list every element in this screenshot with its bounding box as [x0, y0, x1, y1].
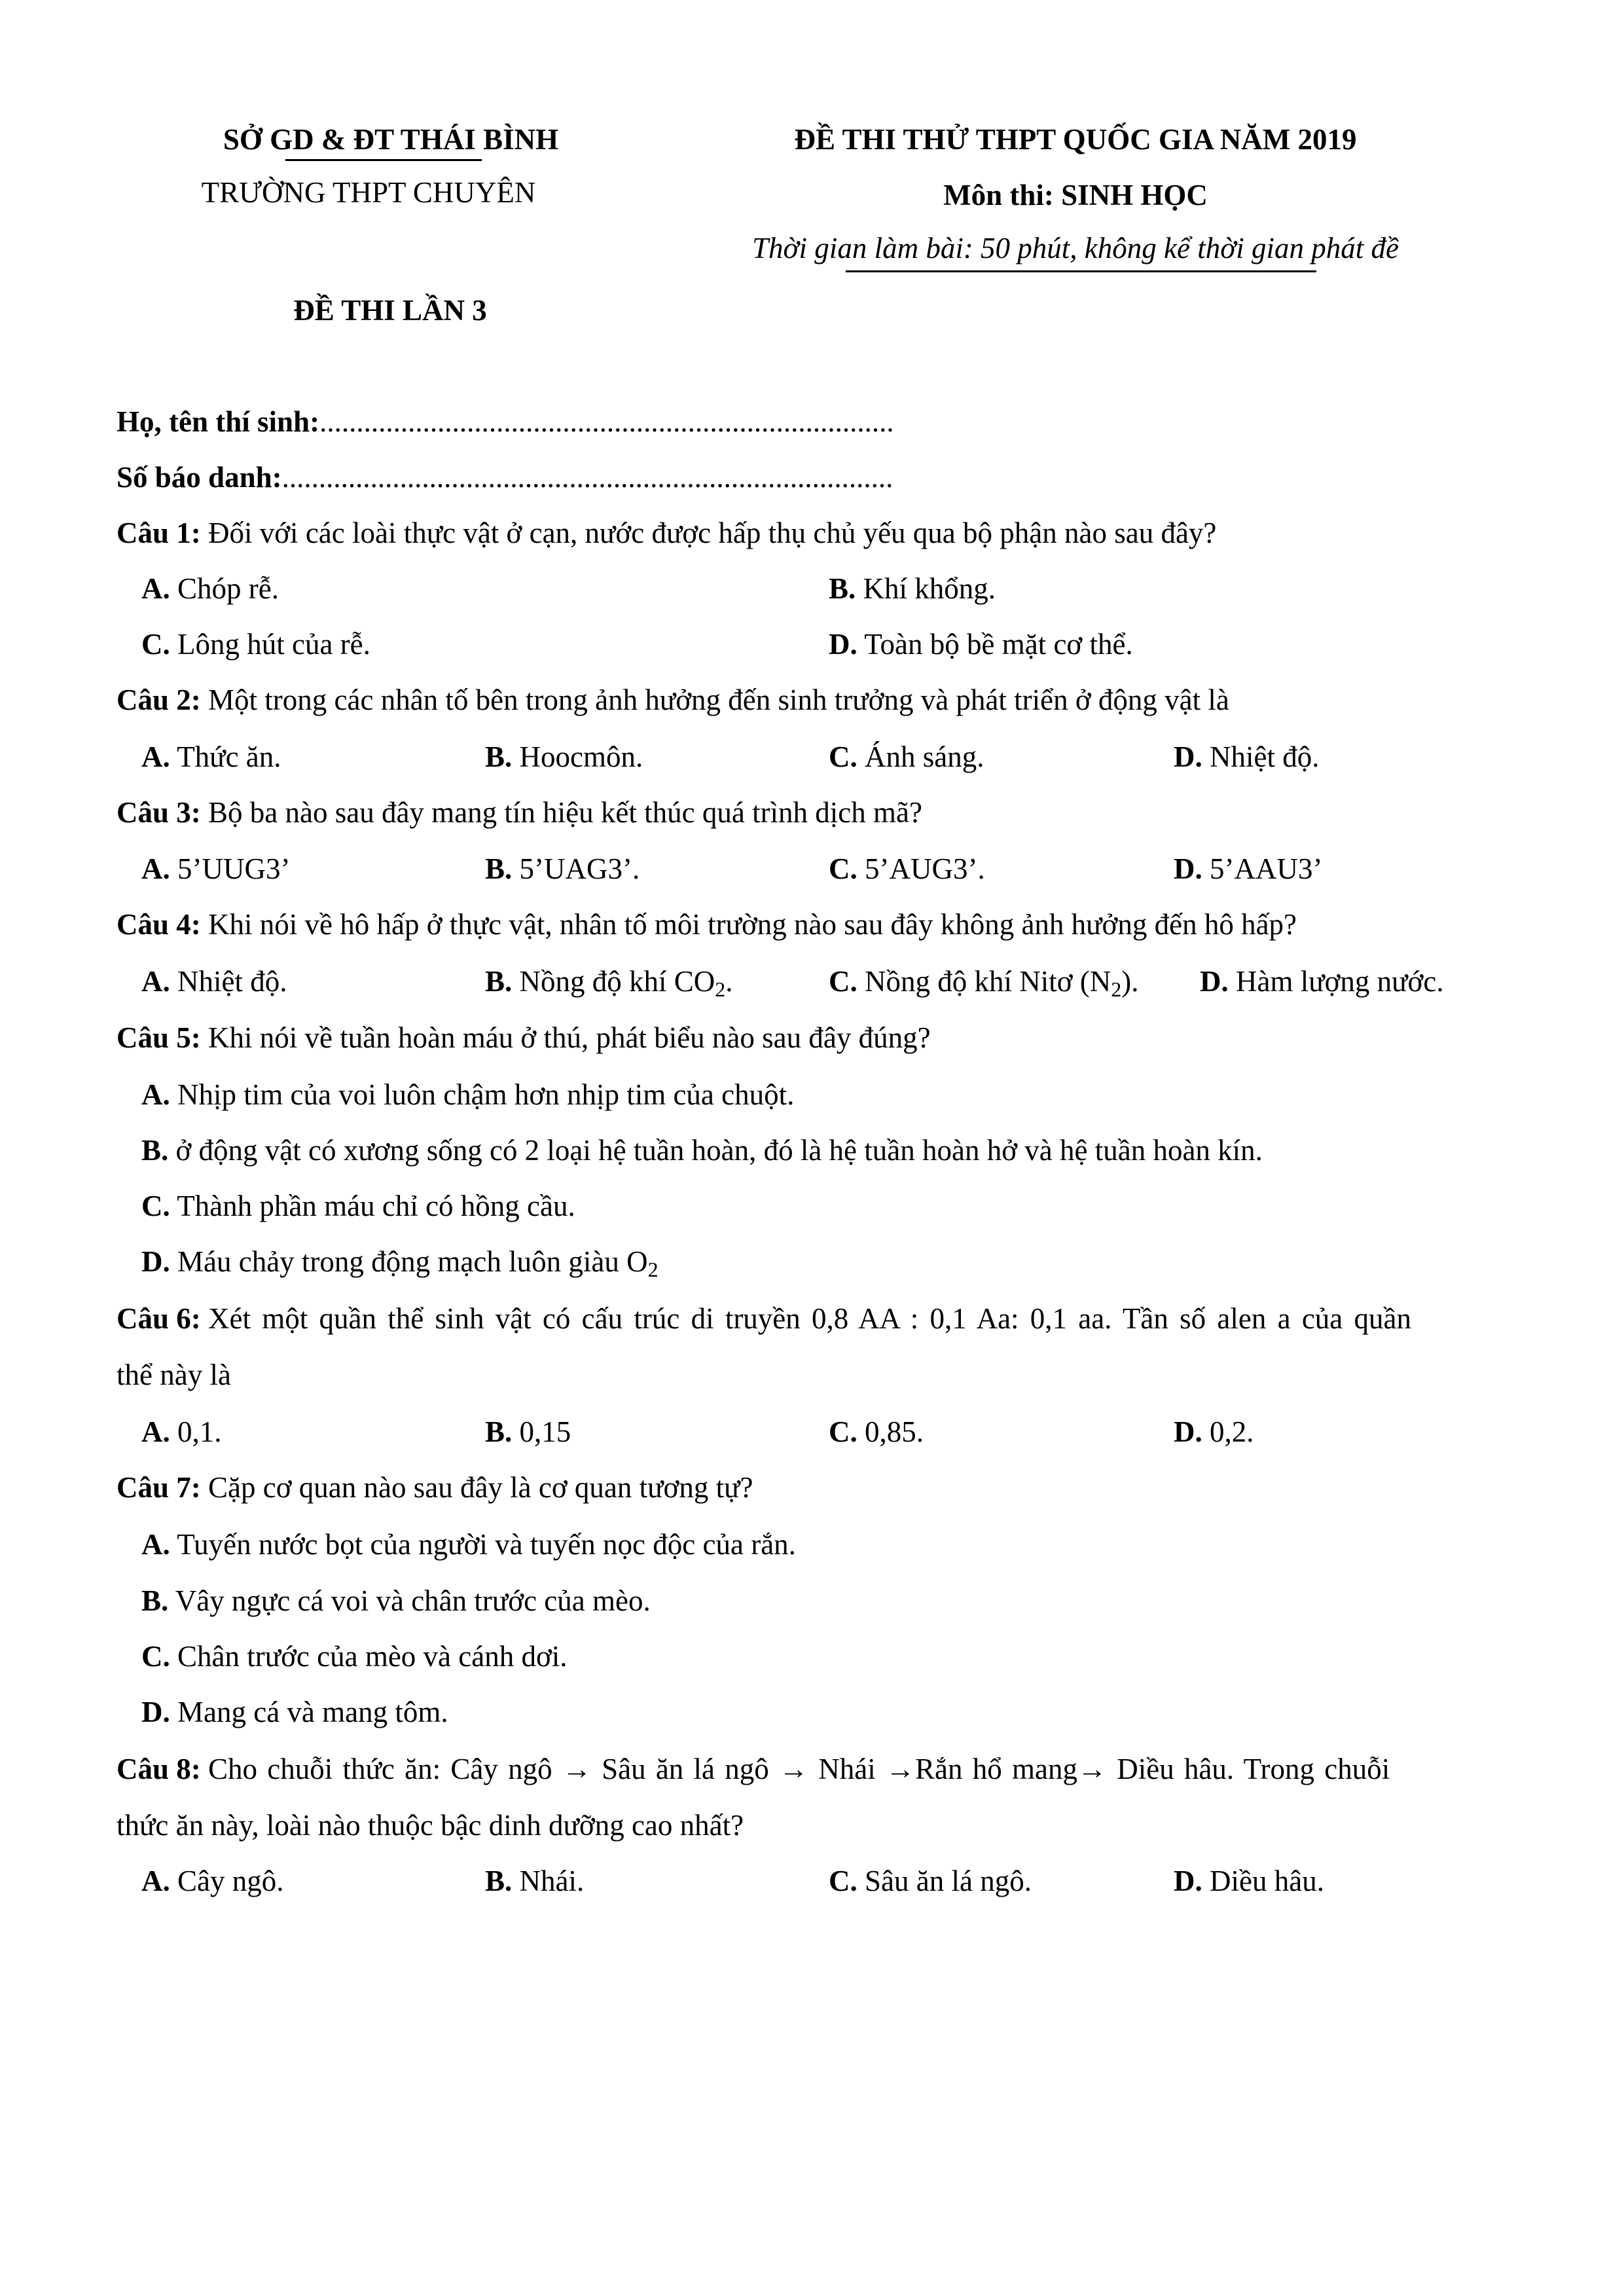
option-b: B. Vây ngực cá voi và chân trước của mèo.	[141, 1584, 651, 1617]
candidate-id-row	[117, 463, 893, 492]
header-underline-right	[846, 270, 1316, 272]
question-4	[117, 910, 1297, 939]
header-underline-left	[285, 159, 482, 161]
question-8-continued: thức ăn này, loài nào thuộc bậc dinh dưỡng cao nhất?	[117, 1809, 744, 1842]
question-text: Khi nói về tuần hoàn máu ở thú, phát biểu nào sau đây đúng?	[208, 1021, 931, 1054]
candidate-id-label: Số báo danh:	[117, 461, 282, 494]
option-a: A. Nhịp tim của voi luôn chậm hơn nhịp tim của chuột.	[141, 1078, 795, 1111]
option-d: D. 5’AAU3’	[1174, 852, 1323, 885]
exam-title: ĐỀ THI THỬ THPT QUỐC GIA NĂM 2019	[794, 123, 1357, 156]
question-3	[117, 798, 922, 828]
school-department: SỞ GD & ĐT THÁI BÌNH	[223, 123, 559, 156]
option-a: A. Chóp rễ.	[141, 572, 279, 605]
option-c: C. Nồng độ khí Nitơ $(N_2)$.	[829, 965, 1139, 1001]
question-text: Một trong các nhân tố bên trong ảnh hưởng đến sinh trưởng và phát triển ở động vật là	[208, 683, 1229, 716]
question-2	[117, 685, 1229, 715]
school-name: TRƯỜNG THPT CHUYÊN	[201, 176, 536, 209]
question-5	[117, 1023, 931, 1053]
option-a: A. Cây ngô.	[141, 1865, 284, 1897]
question-1	[117, 519, 1216, 548]
option-a: A. Tuyến nước bọt của người và tuyến nọc độc của rắn.	[141, 1528, 796, 1561]
option-a: A. Thức ăn.	[141, 740, 281, 773]
option-b: B. 0,15	[485, 1415, 571, 1448]
question-text: Xét một quần thể sinh vật có cấu trúc di truyền 0,8 AA : 0,1 Aa: 0,1 aa. Tần số alen a của quần	[208, 1302, 1411, 1335]
exam-round: ĐỀ THI LẦN 3	[293, 294, 487, 327]
question-label: Câu 4:	[117, 908, 201, 941]
question-text: Cặp cơ quan nào sau đây là cơ quan tương tự?	[208, 1471, 753, 1504]
option-b: B. ở động vật có xương sống có 2 loại hệ tuần hoàn, đó là hệ tuần hoàn hở và hệ tuần hoàn kín.	[141, 1134, 1263, 1167]
candidate-name-dots: ..............................................................................	[319, 405, 894, 438]
question-label: Câu 8:	[117, 1753, 201, 1785]
exam-time: Thời gian làm bài: 50 phút, không kể thời gian phát đề	[752, 232, 1399, 264]
question-text: Khi nói về hô hấp ở thực vật, nhân tố môi trường nào sau đây không ảnh hưởng đến hô hấp?	[208, 908, 1297, 941]
option-c: C. Lông hút của rễ.	[141, 628, 370, 661]
option-d: D. Máu chảy trong động mạch luôn giàu $O_2$	[141, 1245, 659, 1281]
option-b: B. 5’UAG3’.	[485, 852, 640, 885]
question-8	[117, 1755, 1390, 1784]
question-6	[117, 1304, 1411, 1334]
option-d: D. 0,2.	[1174, 1415, 1254, 1448]
option-d: D. Mang cá và mang tôm.	[141, 1696, 448, 1728]
option-d: D. Toàn bộ bề mặt cơ thể.	[829, 628, 1133, 661]
option-a: A. 0,1.	[141, 1415, 222, 1448]
question-6-continued: thể này là	[117, 1358, 231, 1391]
question-text: Cho chuỗi thức ăn: Cây ngô → Sâu ăn lá ngô → Nhái →Rắn hổ mang→ Diều hâu. Trong chuỗi	[208, 1753, 1390, 1785]
option-c: C. Thành phần máu chỉ có hồng cầu.	[141, 1190, 575, 1222]
option-c: C. Sâu ăn lá ngô.	[829, 1865, 1032, 1897]
option-b: B. Nhái.	[485, 1865, 585, 1897]
option-d: D. Nhiệt độ.	[1174, 740, 1320, 773]
option-d: D. Hàm lượng nước.	[1200, 965, 1444, 998]
question-label: Câu 5:	[117, 1021, 201, 1054]
candidate-id-dots: ...................................................................................	[281, 461, 893, 494]
question-label: Câu 1:	[117, 517, 201, 549]
option-a: A. Nhiệt độ.	[141, 965, 287, 998]
question-label: Câu 3:	[117, 796, 201, 829]
option-b: B. Nồng độ khí $CO_2$.	[485, 965, 733, 1001]
option-d: D. Diều hâu.	[1174, 1865, 1324, 1897]
candidate-name-row	[117, 407, 894, 437]
exam-subject: Môn thi: SINH HỌC	[943, 179, 1208, 211]
option-b: B. Khí khổng.	[829, 572, 996, 605]
option-c: C. Ánh sáng.	[829, 740, 984, 773]
question-label: Câu 2:	[117, 683, 201, 716]
option-c: C. 5’AUG3’.	[829, 852, 985, 885]
question-text: Bộ ba nào sau đây mang tín hiệu kết thúc quá trình dịch mã?	[208, 796, 922, 829]
option-a: A. 5’UUG3’	[141, 852, 291, 885]
question-7	[117, 1473, 753, 1503]
question-text: Đối với các loài thực vật ở cạn, nước được hấp thụ chủ yếu qua bộ phận nào sau đây?	[208, 517, 1217, 549]
option-c: C. 0,85.	[829, 1415, 924, 1448]
option-c: C. Chân trước của mèo và cánh dơi.	[141, 1640, 568, 1673]
question-label: Câu 7:	[117, 1471, 201, 1504]
candidate-name-label: Họ, tên thí sinh:	[117, 405, 320, 438]
question-label: Câu 6:	[117, 1302, 201, 1335]
option-b: B. Hoocmôn.	[485, 740, 643, 773]
